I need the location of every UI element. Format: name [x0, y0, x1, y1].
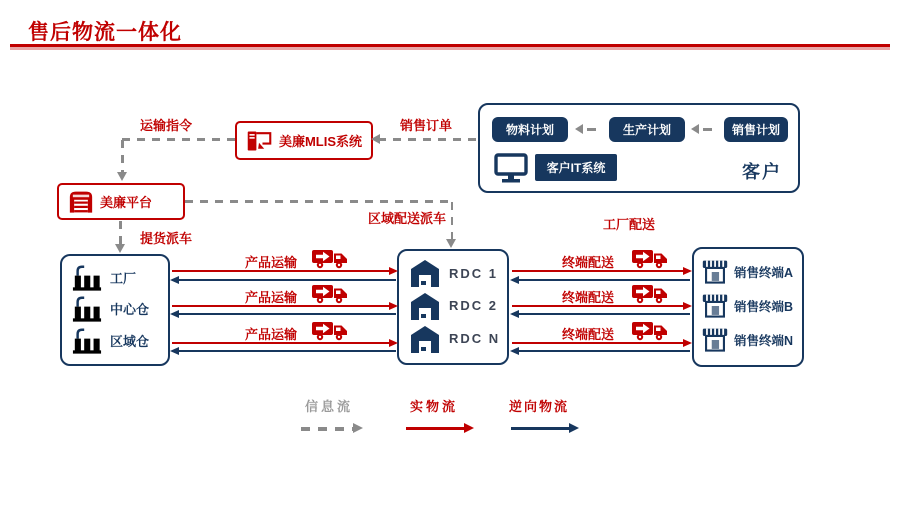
- material-plan-node: 物料计划: [492, 117, 568, 142]
- reverse-flow-arrow: [512, 350, 690, 352]
- arrow-down-icon: [115, 244, 125, 253]
- arrow-left-icon: [691, 124, 699, 134]
- regional-dispatch-line-v: [451, 202, 454, 240]
- truck-icon: [632, 321, 668, 341]
- product-transport-label: 产品运输: [245, 255, 298, 270]
- store-icon: [702, 293, 728, 319]
- rdc-box: [397, 249, 509, 365]
- plan-flow-arrow: [691, 124, 712, 134]
- list-item: [702, 293, 802, 319]
- terminal-delivery-arrow: [512, 305, 690, 307]
- legend-physical-flow-line: [406, 427, 464, 430]
- node-label: 销售终端A: [734, 266, 794, 280]
- product-transport-label: 产品运输: [245, 327, 298, 342]
- terminal-delivery-label: 终端配送: [562, 327, 615, 342]
- node-label: 工厂: [110, 271, 137, 287]
- warehouse-icon: [409, 325, 441, 353]
- arrow-right-icon: [569, 423, 579, 433]
- product-transport-label: 产品运输: [245, 290, 298, 305]
- factory-delivery-label: 工厂配送: [603, 217, 656, 232]
- regional-dispatch-line-h: [185, 200, 453, 203]
- arrow-down-icon: [446, 239, 456, 248]
- regional-dispatch-label: 区域配送派车: [368, 211, 447, 226]
- warehouse-icon: [409, 259, 441, 287]
- product-transport-arrow: [172, 305, 396, 307]
- platform-label: 美廉平台: [100, 195, 153, 210]
- list-item: [72, 327, 168, 354]
- arrow-left-icon: [371, 134, 380, 144]
- node-label: RDC 2: [449, 298, 499, 314]
- production-plan-node: 生产计划: [609, 117, 685, 142]
- title-underline: [10, 44, 890, 47]
- pickup-dispatch-line: [119, 221, 122, 245]
- transport-order-line-v: [121, 140, 124, 173]
- truck-icon: [312, 284, 348, 304]
- list-item: [72, 295, 168, 322]
- arrow-right-icon: [464, 423, 474, 433]
- sales-order-label: 销售订单: [400, 118, 453, 133]
- dash-icon: [587, 128, 596, 131]
- truck-icon: [632, 249, 668, 269]
- legend-information-flow-line: [301, 427, 353, 431]
- legend-information-flow-label: 信息流: [305, 399, 354, 414]
- factory-icon: [72, 295, 102, 322]
- reverse-flow-arrow: [512, 279, 690, 281]
- list-item: [72, 264, 168, 291]
- sales-terminal-box: [692, 247, 804, 367]
- sales-order-line: [378, 138, 478, 141]
- node-label: 区域仓: [110, 333, 150, 349]
- truck-icon: [632, 284, 668, 304]
- it-system-icon: [246, 128, 272, 154]
- node-label: RDC 1: [449, 265, 499, 281]
- terminal-delivery-label: 终端配送: [562, 255, 615, 270]
- truck-icon: [312, 321, 348, 341]
- store-icon: [702, 327, 728, 353]
- terminal-delivery-arrow: [512, 342, 690, 344]
- product-transport-arrow: [172, 270, 396, 272]
- customer-box: [478, 103, 800, 193]
- reverse-flow-arrow: [512, 313, 690, 315]
- terminal-delivery-label: 终端配送: [562, 290, 615, 305]
- warehouse-garage-icon: [69, 190, 93, 213]
- warehouse-icon: [409, 292, 441, 320]
- transport-order-label: 运输指令: [140, 118, 193, 133]
- pickup-dispatch-label: 提货派车: [140, 231, 193, 246]
- terminal-delivery-arrow: [512, 270, 690, 272]
- transport-order-line-h: [122, 138, 235, 141]
- arrow-down-icon: [117, 172, 127, 181]
- reverse-flow-arrow: [172, 350, 396, 352]
- node-label: RDC N: [449, 331, 501, 347]
- dash-icon: [703, 128, 712, 131]
- node-label: 销售终端B: [734, 300, 794, 314]
- arrow-right-icon: [353, 423, 363, 433]
- factory-icon: [72, 327, 102, 354]
- list-item: [409, 259, 507, 287]
- list-item: [409, 325, 507, 353]
- list-item: [409, 292, 507, 320]
- factory-icon: [72, 264, 102, 291]
- list-item: [702, 259, 802, 285]
- reverse-flow-arrow: [172, 313, 396, 315]
- mlis-system-box: [235, 121, 373, 160]
- mlis-system-label: 美廉MLIS系统: [278, 134, 363, 149]
- product-transport-arrow: [172, 342, 396, 344]
- legend-physical-flow-label: 实物流: [410, 399, 459, 414]
- node-label: 中心仓: [110, 302, 150, 318]
- list-item: [702, 327, 802, 353]
- legend-reverse-flow-label: 逆向物流: [509, 399, 570, 414]
- node-label: 销售终端N: [734, 334, 794, 348]
- plan-flow-arrow: [575, 124, 596, 134]
- page-title: 售后物流一体化: [28, 21, 182, 44]
- store-icon: [702, 259, 728, 285]
- sales-plan-node: 销售计划: [724, 117, 788, 142]
- truck-icon: [312, 249, 348, 269]
- monitor-icon: [494, 152, 528, 184]
- factory-warehouse-box: [60, 254, 170, 366]
- legend-reverse-flow-line: [511, 427, 569, 430]
- reverse-flow-arrow: [172, 279, 396, 281]
- platform-box: [57, 183, 185, 220]
- customer-it-system-node: 客户IT系统: [535, 154, 617, 181]
- customer-label: 客户: [742, 162, 782, 182]
- arrow-left-icon: [575, 124, 583, 134]
